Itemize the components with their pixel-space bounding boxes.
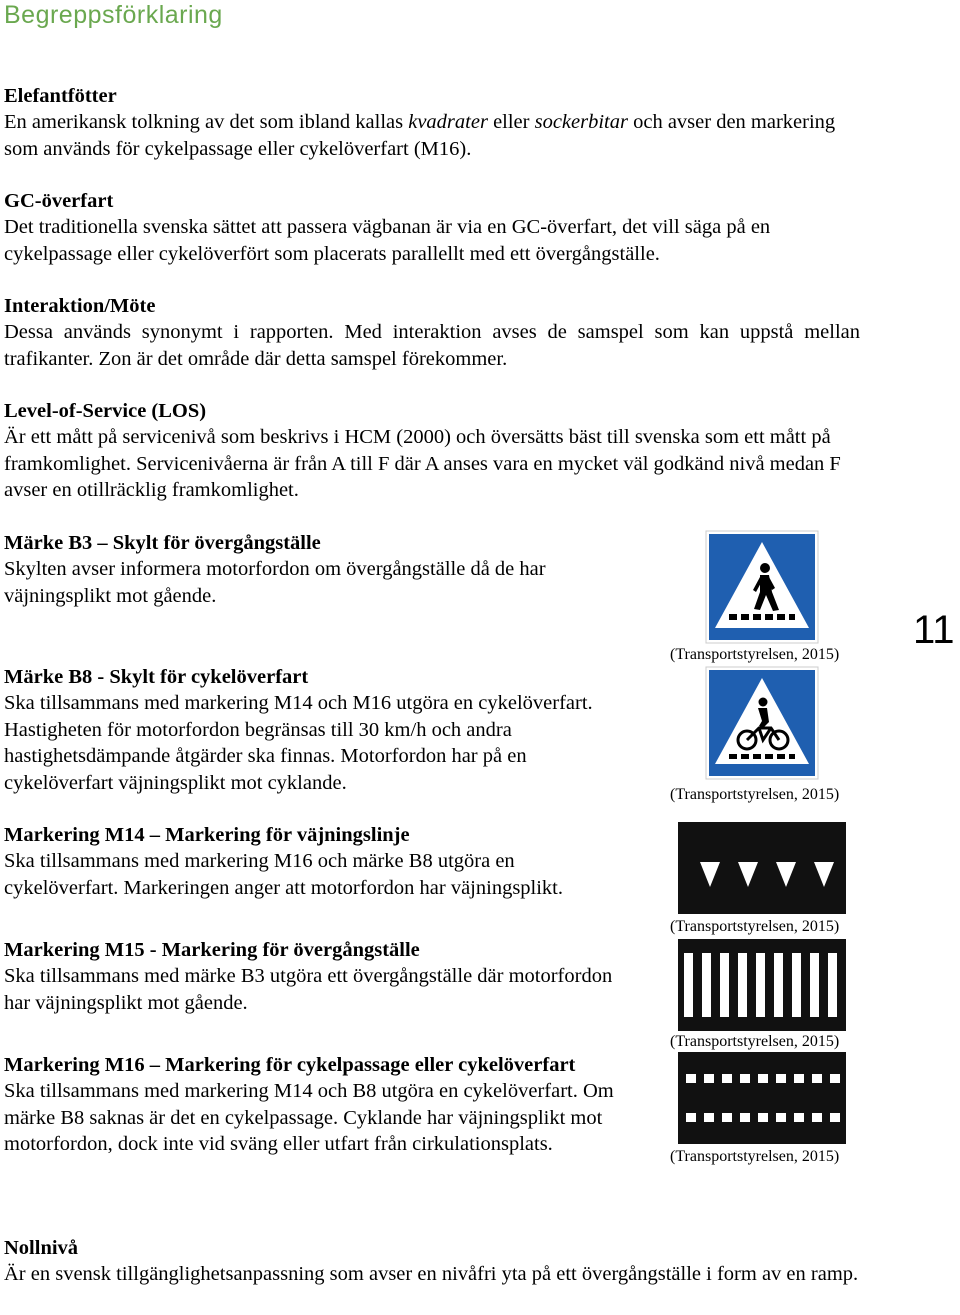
entry-definition: Ska tillsammans med märke B3 utgöra ett övergångställe där motorfordon har väjningsplikt mot gående. <box>4 965 613 1014</box>
entry-definition: Dessa används synonymt i rapporten. Med interaktion avses de samspel som kan uppstå mellan trafikanter. Zon är det område där detta samspel förekommer. <box>4 321 860 370</box>
bicycle-crossing-sign-icon <box>705 666 819 780</box>
entry-marke-b8 <box>4 664 634 796</box>
entry-markering-m16 <box>4 1052 614 1158</box>
figure-caption: (Transportstyrelsen, 2015) <box>670 786 840 803</box>
entry-definition: Skylten avser informera motorfordon om övergångställe då de har väjningsplikt mot gående. <box>4 558 546 607</box>
entry-term: Märke B8 - Skylt för cykelöverfart <box>4 666 309 688</box>
entry-definition: Är en svensk tillgänglighetsanpassning som avser en nivåfri yta på ett övergångställe i form av en ramp. <box>4 1263 859 1286</box>
entry-elefantfotter <box>4 83 860 162</box>
yield-line-marking-icon <box>678 822 846 914</box>
entry-definition: Ska tillsammans med markering M16 och märke B8 utgöra en cykelöverfart. Markeringen anger att motorfordon har väjningsplikt. <box>4 850 564 899</box>
entry-term: Markering M15 - Markering för övergångställe <box>4 939 420 961</box>
entry-term: Märke B3 – Skylt för övergångställe <box>4 532 321 554</box>
figure-caption: (Transportstyrelsen, 2015) <box>670 1033 840 1050</box>
figure-caption: (Transportstyrelsen, 2015) <box>670 1148 840 1165</box>
entry-definition: Ska tillsammans med markering M14 och B8 utgöra en cykelöverfart. Om märke B8 saknas är det en cykelpassage. Cyklande har väjningsplikt mot motorfordon, dock inte vid sväng eller utfart från cirkulationsplats. <box>4 1080 614 1156</box>
entry-term: Nollnivå <box>4 1237 79 1259</box>
entry-markering-m14 <box>4 822 634 901</box>
page-number: 11 <box>913 608 955 652</box>
entry-definition: En amerikansk tolkning av det som ibland kallas kvadrater eller sockerbitar och avser den markering som används för cykelpassage eller cykelöverfart (M16). <box>4 111 836 160</box>
figure-caption: (Transportstyrelsen, 2015) <box>670 918 840 935</box>
page-title: Begreppsförklaring <box>4 1 223 29</box>
entry-term: Elefantfötter <box>4 85 117 107</box>
entry-level-of-service <box>4 398 860 504</box>
entry-term: Markering M14 – Markering för väjningslinje <box>4 824 410 846</box>
entry-term: Markering M16 – Markering för cykelpassage eller cykelöverfart <box>4 1054 576 1076</box>
entry-term: GC-överfart <box>4 190 114 212</box>
bicycle-crossing-marking-icon <box>678 1052 846 1144</box>
zebra-crossing-marking-icon <box>678 939 846 1031</box>
entry-nollniva <box>4 1235 860 1288</box>
figure-caption: (Transportstyrelsen, 2015) <box>670 646 840 663</box>
entry-marke-b3 <box>4 530 634 609</box>
entry-term: Interaktion/Möte <box>4 295 156 317</box>
entry-markering-m15 <box>4 937 634 1016</box>
entry-gc-overfart <box>4 188 860 267</box>
entry-definition: Ska tillsammans med markering M14 och M16 utgöra en cykelöverfart. Hastigheten för motorfordon begränsas till 30 km/h och andra hastighetsdämpande åtgärder ska finnas. Motorfordon har på en cykelöverfart väjningsplikt mot cyklande. <box>4 692 593 794</box>
entry-definition: Det traditionella svenska sättet att passera vägbanan är via en GC-överfart, det vill säga på en cykelpassage eller cykelöverfört som placerats parallellt med ett övergångställe. <box>4 216 771 265</box>
entry-term: Level-of-Service (LOS) <box>4 400 207 422</box>
entry-interaktion-mote <box>4 293 860 372</box>
pedestrian-crossing-sign-icon <box>705 530 819 644</box>
entry-definition: Är ett mått på servicenivå som beskrivs i HCM (2000) och översätts bäst till svenska som ett mått på framkomlighet. Servicenivåerna är från A till F där A anses vara en mycket väl godkänd nivå medan F avser en otillräcklig framkomlighet. <box>4 426 841 502</box>
